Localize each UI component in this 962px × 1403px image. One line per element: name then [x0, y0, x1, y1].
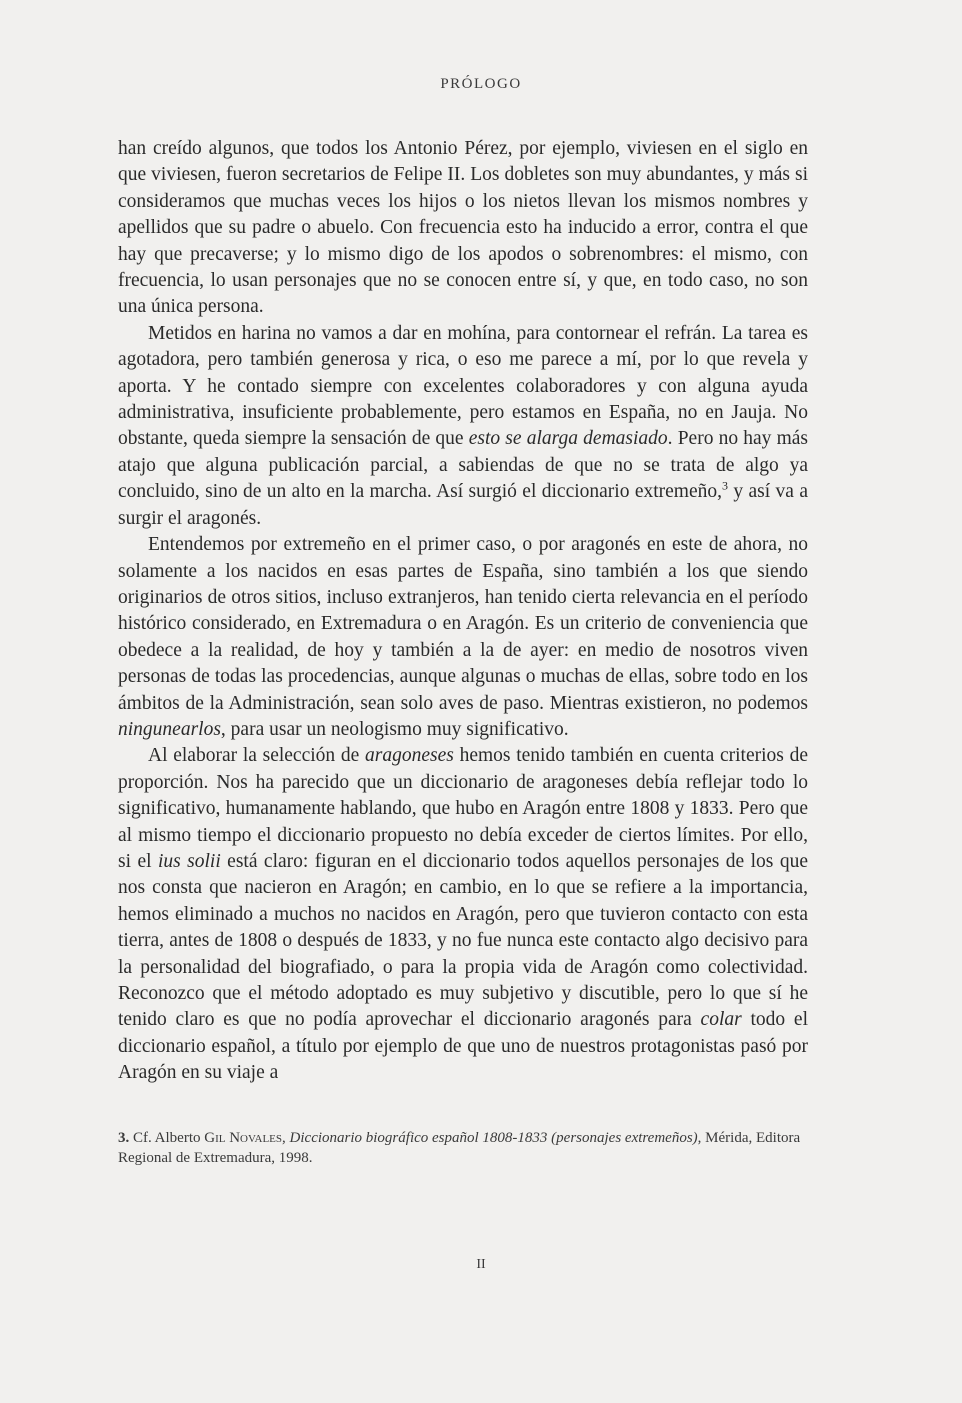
paragraph-4-text-a: Al elaborar la selección de [148, 745, 366, 767]
footnote-text-a: Cf. Alberto [129, 1130, 205, 1146]
paragraph-2-text-c: y así va a surgir el aragonés. [118, 481, 808, 529]
paragraph-1-text: han creído algunos, que todos los Antonio Pérez, por ejemplo, viviesen en el siglo en que viviesen, fueron secretarios de Felipe II. Los dobletes son muy abundantes, y más si consideramos que muchas veces los hijos o los nietos llevan los mismos nombres y apellidos que su padre o abuelo. Con frecuencia esto ha inducido a error, contra el que hay que precaverse; y lo mismo digo de los apodos o sobrenombres: el mismo, con frecuencia, lo usan personajes que no se conocen entre sí, y que, en todo caso, no son una única persona. [118, 138, 808, 318]
paragraph-4-text-d: todo el diccionario español, a título por ejemplo de que uno de nuestros protagonistas pasó por Aragón en su viaje a [118, 1009, 808, 1084]
footnote-text-b: , Mérida, Editora Regional de Extremadura, 1998. [118, 1130, 801, 1166]
body-text [118, 136, 808, 1087]
paragraph-1 [118, 136, 808, 321]
paragraph-4-text-c: está claro: figuran en el diccionario todos aquellos personajes de los que nos consta que nacieron en Aragón; en cambio, en lo que se refiere a la importancia, hemos eliminado a muchos no nacidos en Aragón, pero que tuvieron contacto con esta tierra, antes de 1808 o después de 1833, y no fue nunca este contacto algo decisivo para la personalidad del biografiado, o para la propia vida de Aragón como colectividad. Reconozco que el método adoptado es muy subjetivo y discutible, pero lo que sí he tenido claro es que no podía aprovechar el diccionario aragonés para [118, 850, 808, 1031]
italic-phrase: esto se alarga demasiado [468, 428, 668, 450]
footnote-ref: 3 [722, 478, 729, 493]
paragraph-3-text-a: Entendemos por extremeño en el primer caso, o por aragonés en este de ahora, no solamente a los nacidos en esas partes de España, sino también a los que siendo originarios de otros sitios, incluso extranjeros, han tenido cierta relevancia en el período histórico considerado, en Extremadura o en Aragón. Es un criterio de conveniencia que obedece a la realidad, de hoy y también a la de ayer: en medio de nosotros viven personas de todas las procedencias, aunque algunas o muchas de ellas, sobre todo en los ámbitos de la Administración, sean solo aves de paso. Mientras existieron, no podemos [118, 534, 808, 714]
italic-word: ningunearlos [118, 718, 221, 740]
footnote-author: Gil Novales [204, 1130, 283, 1146]
page-number: II [476, 1257, 486, 1272]
italic-word: colar [700, 1009, 742, 1031]
paragraph-3-text-b: , para usar un neologismo muy significativo. [220, 718, 569, 740]
footnote-title: Diccionario biográfico español 1808-1833 (personajes extremeños) [289, 1130, 698, 1146]
footnote [118, 1128, 808, 1168]
paragraph-4-text-b: hemos tenido también en cuenta criterios de proporción. Nos ha parecido que un diccionario de aragoneses debía reflejar todo lo significativo, humanamente hablando, que hubo en Aragón entre 1808 y 1833. Pero que al mismo tiempo el diccionario propuesto no debía exceder de ciertos límites. Por ello, si el [118, 745, 808, 872]
paragraph-3 [118, 532, 808, 743]
italic-latin: ius solii [157, 850, 221, 872]
paragraph-2-text-a: Metidos en harina no vamos a dar en mohína, para contornear el refrán. La tarea es agotadora, pero también generosa y rica, o eso me parece a mí, por lo que revela y aporta. Y he contado siempre con excelentes colaboradores y con alguna ayuda administrativa, insuficiente probablemente, pero estamos en España, no en Jauja. No obstante, queda siempre la sensación de que [118, 322, 808, 450]
footnote-sep: , [282, 1130, 290, 1146]
footnote-number: 3. [118, 1130, 130, 1146]
italic-word: aragoneses [365, 745, 454, 767]
paragraph-2 [118, 321, 808, 532]
paragraph-2-text-b: . Pero no hay más atajo que alguna publicación parcial, a sabiendas de que no se trata de algo ya concluido, sino de un alto en la marcha. Así surgió el diccionario extremeño, [118, 428, 808, 503]
running-head: PRÓLOGO [440, 76, 522, 92]
paragraph-4 [118, 743, 808, 1086]
